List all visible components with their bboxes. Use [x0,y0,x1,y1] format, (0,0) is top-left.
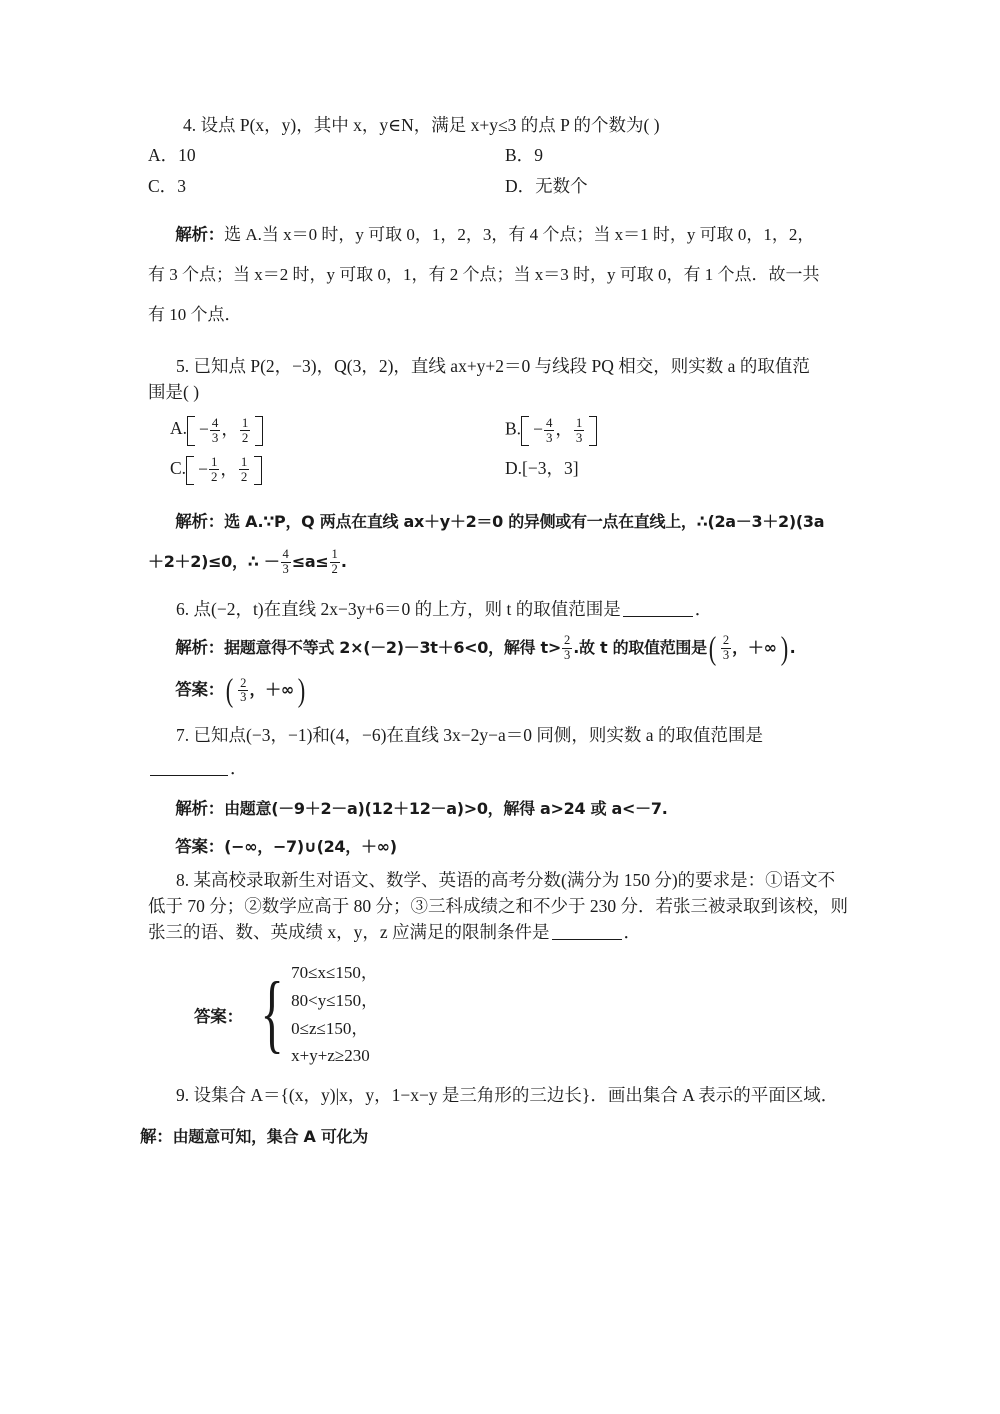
problem-9-solution [140,1124,862,1150]
option-b-low-fraction: $\frac{4}{3}$ [545,414,553,445]
problem-9-stem-text: 设集合 A＝{(x，y)|x，y，1−x−y 是三角形的三边长}．画出集合 A 表示的平面区域． [193,1084,839,1105]
option-b-label: B． [505,145,535,166]
problem-5-stem-line-2: 围是( ) [148,381,200,402]
problem-5-stem-line-1: 已知点 P(2，−3)，Q(3，2)，直线 ax+y+2＝0 与线段 PQ 相交，则实数 a 的取值范 [193,355,810,376]
bracket-right [255,416,263,445]
problem-5-fraction-upper: $\frac{1}{2}$ [331,547,338,576]
problem-6-answer [148,672,862,710]
problem-7-stem-line-2-end: ． [230,757,248,778]
problem-8-answer-blank[interactable] [552,923,622,941]
problem-9-number: 9. [176,1084,190,1105]
bracket-right [254,456,262,485]
problem-8-answer [148,959,862,1069]
left-brace: { [260,965,284,1063]
paren-right: ) [780,630,788,668]
problem-6-solution-mid: .故 t 的取值范围是 [573,638,707,658]
problem-6-solution-fraction: $\frac{2}{3}$ [563,633,571,662]
problem-6-stem [148,596,862,622]
problem-5-option-a[interactable] [148,415,505,446]
problem-4-solution-label: 解析： [175,224,225,244]
problem-6-stem-end: ． [694,598,713,619]
problem-6-solution-end: . [789,638,796,658]
option-a-low-fraction: $\frac{4}{3}$ [211,414,219,445]
bracket-left [186,456,194,485]
problem-5-solution [148,502,862,582]
problem-7-answer-blank[interactable] [150,758,228,776]
option-b-low-sign: − [533,419,543,440]
problem-7-answer [148,834,862,860]
option-b-high-fraction: $\frac{1}{3}$ [575,414,583,445]
option-a-low-sign: − [199,419,209,440]
problem-9-stem [148,1082,862,1108]
problem-7-answer-text: (−∞，−7)∪(24，＋∞) [224,836,397,856]
answer-upper: ，＋∞ [249,680,294,700]
option-c-high-fraction: $\frac{1}{2}$ [240,454,248,485]
problem-6-solution-pre: 据题意得不等式 2×(－2)－3t＋6<0，解得 t> [224,638,561,658]
system-row-3: 0≤z≤150， [291,1018,369,1038]
system-row-2: 80<y≤150， [291,991,379,1010]
option-a-label: A. [170,418,188,439]
problem-5-fraction-lower: $\frac{4}{3}$ [282,547,289,576]
problem-8-stem-line-3: 张三的语、数、英成绩 x，y，z 应满足的限制条件是 [148,922,550,943]
bracket-left [187,416,195,445]
interval-low-fraction: $\frac{2}{3}$ [722,633,730,662]
option-c-low-sign: − [198,458,208,479]
answer-low-fraction: $\frac{2}{3}$ [240,675,247,705]
problem-4-solution-line-3: 有 10 个点． [148,304,242,324]
problem-5-stem [148,353,862,406]
option-d-label: D． [505,175,536,196]
problem-7-solution-label: 解析： [175,799,225,819]
option-d-interval: [−3，3] [522,457,579,478]
option-d-label: D. [505,457,523,478]
problem-8-number: 8. [176,869,190,890]
problem-8-stem-line-2: 低于 70 分；②数学应高于 80 分；③三科成绩之和不少于 230 分．若张三被录取到该校，则 [148,895,848,916]
problem-4-option-c[interactable] [148,173,505,199]
problem-9-solution-text: 由题意可知，集合 A 可化为 [172,1126,368,1146]
problem-5-option-d[interactable] [505,455,862,486]
option-c-text: 3 [177,175,186,196]
problem-6-stem-text: 点(−2，t)在直线 2x−3y+6＝0 的上方，则 t 的取值范围是 [193,598,621,619]
page-content [140,112,862,1150]
interval-upper: ，＋∞ [732,638,777,658]
problem-7-answer-label: 答案： [175,836,225,856]
option-a-interval: − $\frac{4}{3}$ ， $\frac{1}{2}$ [187,415,263,446]
problem-5-solution-line-2-mid: ≤a≤ [291,551,329,571]
problem-5-option-c[interactable] [148,455,505,486]
problem-7-number: 7. [176,725,190,746]
problem-4-options-row-1 [148,142,862,168]
problem-4-solution [148,215,862,335]
problem-5-solution-line-1: 选 A.∵P，Q 两点在直线 ax＋y＋2＝0 的异侧或有一点在直线上，∴(2a－3＋2)(3a [224,512,825,531]
option-a-text: 10 [178,145,196,166]
problem-6-solution-interval [707,630,790,668]
system-row-1: 70≤x≤150， [291,963,378,983]
problem-6-answer-label: 答案： [175,680,225,700]
option-d-text: 无数个 [535,175,588,196]
problem-6-solution [148,630,862,668]
problem-8-stem-line-1: 某高校录取新生对语文、数学、英语的高考分数(满分为 150 分)的要求是：①语文不 [193,869,836,890]
problem-5-solution-label: 解析： [175,512,225,531]
problem-4-number: 4. [183,115,197,135]
problem-9-solution-label: 解： [140,1126,173,1146]
problem-6-answer-interval [224,672,307,710]
paren-right: ) [297,672,306,710]
problem-4-option-a[interactable] [148,142,505,168]
problem-8-stem-line-3-end: ． [623,922,642,943]
problem-4-solution-line-2: 有 3 个点；当 x＝2 时，y 可取 0，1，有 2 个点；当 x＝3 时，y 可取 0，有 1 个点．故一共 [148,264,820,284]
problem-5-options-row-1 [148,415,862,446]
option-c-label: C. [170,457,187,478]
option-c-low-fraction: $\frac{1}{2}$ [210,454,218,485]
problem-5-option-b[interactable] [505,415,862,446]
problem-5-solution-line-2-pre: ＋2＋2)≤0，∴ － [148,551,280,571]
problem-7-stem [148,719,862,784]
problem-4-options-row-2 [148,173,862,199]
problem-4-stem-text: 设点 P(x，y)，其中 x，y∈N，满足 x+y≤3 的点 P 的个数为( ) [200,115,660,135]
problem-6-answer-blank[interactable] [623,599,693,617]
system-row-4: x+y+z≥230 [291,1046,370,1066]
problem-6-number: 6. [176,598,190,619]
problem-4-option-d[interactable] [505,173,862,199]
option-b-text: 9 [534,145,543,166]
problem-6-solution-label: 解析： [175,638,225,658]
problem-8-answer-label: 答案： [194,1006,243,1026]
problem-5-solution-line-2-end: . [340,551,347,571]
problem-8-system [285,959,378,1069]
option-c-label: C． [148,175,178,196]
bracket-right [589,416,597,445]
problem-5-options-row-2 [148,455,862,486]
problem-4-stem [148,112,862,138]
problem-4-option-b[interactable] [505,142,862,168]
problem-4-solution-line-1: 选 A.当 x＝0 时，y 可取 0，1，2，3，有 4 个点；当 x＝1 时，y 可取 0，1，2， [224,224,815,244]
problem-8-stem [148,867,862,946]
option-c-interval: − $\frac{1}{2}$ ， $\frac{1}{2}$ [186,455,262,486]
problem-5-number: 5. [176,355,190,376]
problem-7-solution-text: 由题意(－9＋2－a)(12＋12－a)>0，解得 a>24 或 a<－7. [224,799,668,819]
paren-left: ( [708,630,717,668]
problem-7-solution [148,796,862,822]
option-b-interval: − $\frac{4}{3}$ ， $\frac{1}{3}$ [521,415,597,446]
paren-left: ( [225,672,234,710]
option-a-high-fraction: $\frac{1}{2}$ [241,414,249,445]
option-a-label: A． [148,145,179,166]
problem-7-stem-line-1: 已知点(−3，−1)和(4，−6)在直线 3x−2y−a＝0 同侧，则实数 a 的取值范围是 [193,725,763,746]
bracket-left [521,416,529,445]
option-b-label: B. [505,418,522,439]
